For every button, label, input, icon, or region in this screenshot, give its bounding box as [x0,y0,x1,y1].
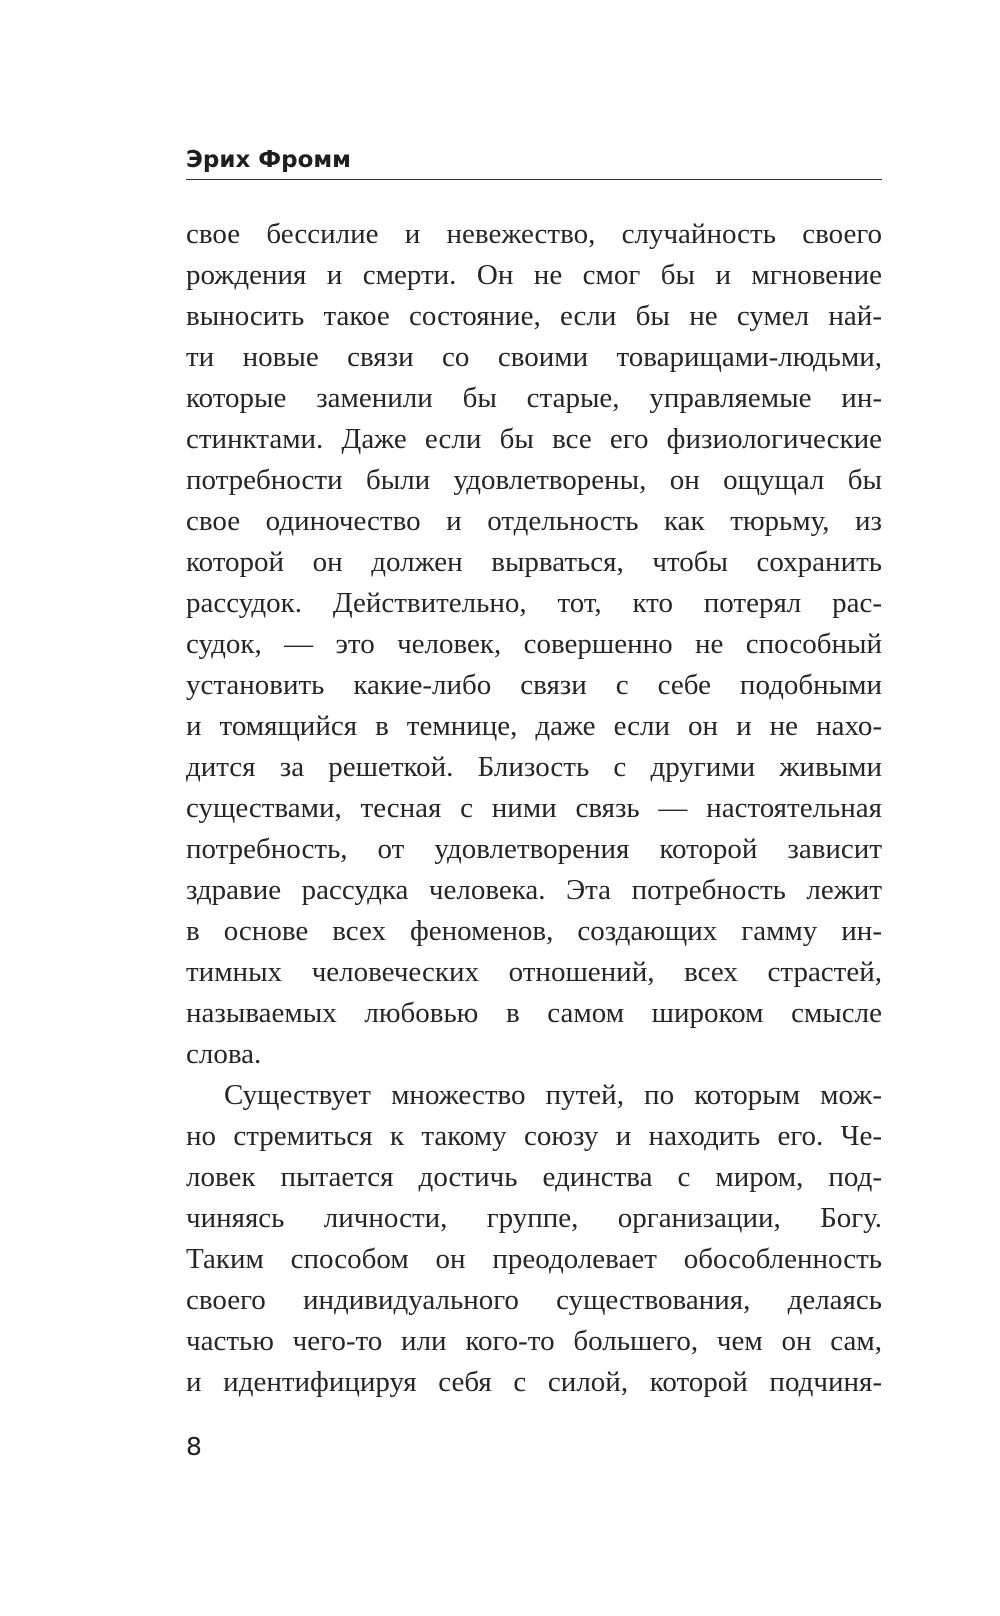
text-line: своего индивидуального существования, делаясь [186,1284,882,1316]
text-line: частью чего-то или кого-то большего, чем он сам, [186,1325,882,1357]
text-line: ловек пытается достичь единства с миром, под- [186,1161,882,1193]
text-line: чиняясь личности, группе, организации, Богу. [186,1202,882,1234]
text-line: рассудок. Действительно, тот, кто потерял рас- [186,587,882,619]
text-line: выносить такое состояние, если бы не сумел най- [186,300,882,332]
text-line: Таким способом он преодолевает обособленность [186,1243,882,1275]
text-line: которые заменили бы старые, управляемые ин- [186,382,882,414]
text-line: Существует множество путей, по которым мож- [224,1079,882,1111]
body-text [186,214,882,1403]
text-line: здравие рассудка человека. Эта потребность лежит [186,874,882,906]
text-line: слова. [186,1038,262,1070]
header-rule [186,179,882,180]
text-line: тимных человеческих отношений, всех страстей, [186,956,882,988]
text-line: существами, тесная с ними связь — настоятельная [186,792,882,824]
text-line: дится за решеткой. Близость с другими живыми [186,751,882,783]
text-line: которой он должен вырваться, чтобы сохранить [186,546,882,578]
text-line: в основе всех феноменов, создающих гамму ин- [186,915,882,947]
text-line: установить какие-либо связи с себе подобными [186,669,882,701]
text-line: потребность, от удовлетворения которой зависит [186,833,882,865]
text-line: свое одиночество и отдельность как тюрьму, из [186,505,882,537]
running-head-author: Эрих Фромм [186,147,351,173]
page-number: 8 [186,1432,202,1461]
text-line: и томящийся в темнице, даже если он и не нахо- [186,710,882,742]
text-line: стинктами. Даже если бы все его физиологические [186,423,882,455]
text-line: ти новые связи со своими товарищами-людьми, [186,341,882,373]
text-line: потребности были удовлетворены, он ощущал бы [186,464,882,496]
text-line: называемых любовью в самом широком смысле [186,997,882,1029]
paragraph [186,1075,882,1403]
text-line: рождения и смерти. Он не смог бы и мгновение [186,259,882,291]
text-line: свое бессилие и невежество, случайность своего [186,218,882,250]
text-line: судок, — это человек, совершенно не способный [186,628,882,660]
text-line: и идентифицируя себя с силой, которой подчиня- [186,1366,882,1398]
paragraph [186,214,882,1075]
text-line: но стремиться к такому союзу и находить его. Че- [186,1120,882,1152]
